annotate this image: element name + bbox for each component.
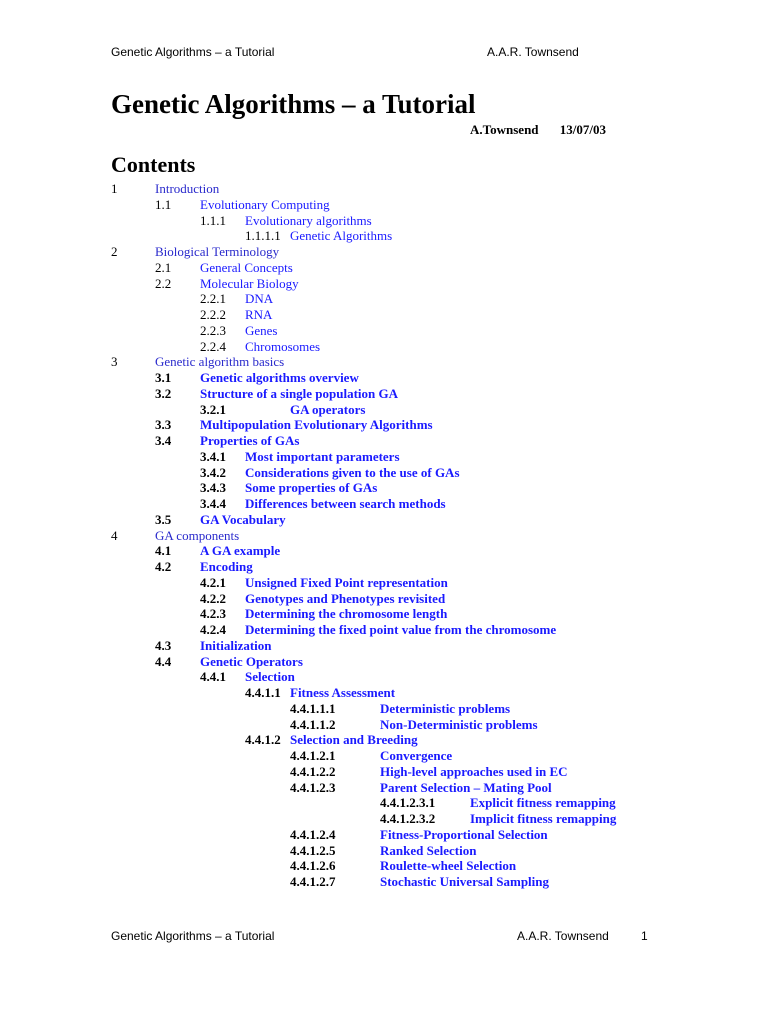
toc-number: 4.4.1.1 <box>245 685 281 700</box>
toc-entry[interactable] <box>0 401 366 418</box>
document-date: 13/07/03 <box>559 122 607 137</box>
page-number: 1 <box>641 929 648 943</box>
toc-entry[interactable] <box>0 559 253 575</box>
toc-link[interactable]: Evolutionary algorithms <box>245 212 372 228</box>
toc-link[interactable]: Some properties of GAs <box>245 480 378 496</box>
toc-link[interactable]: Roulette-wheel Selection <box>380 858 517 874</box>
toc-link[interactable]: Chromosomes <box>245 338 321 354</box>
toc-number: 3.4.3 <box>200 480 226 496</box>
toc-number: 1.1.1.1 <box>245 228 281 244</box>
toc-entry[interactable] <box>0 480 378 496</box>
toc-link[interactable]: Explicit fitness remapping <box>470 795 616 811</box>
toc-number: 1.1.1 <box>200 212 226 228</box>
toc-entry[interactable] <box>0 543 281 559</box>
toc-number: 1.1 <box>155 196 172 212</box>
toc-number: 3.2 <box>155 385 172 401</box>
toc-entry[interactable] <box>0 685 396 701</box>
toc-link[interactable]: Unsigned Fixed Point representation <box>245 574 448 590</box>
toc-entry[interactable] <box>0 590 446 607</box>
toc-link[interactable]: Convergence <box>380 748 453 763</box>
toc-entry[interactable] <box>0 322 278 339</box>
toc-number: 4.4.1.1.2 <box>290 716 336 732</box>
toc-entry[interactable] <box>0 496 446 512</box>
toc-entry[interactable] <box>0 842 477 859</box>
toc-entry[interactable] <box>0 716 538 733</box>
toc-link[interactable]: Implicit fitness remapping <box>470 811 617 826</box>
toc-entry[interactable] <box>0 464 460 481</box>
toc-number: 4.2.2 <box>200 590 226 606</box>
toc-link[interactable]: Genes <box>245 322 278 338</box>
toc-entry[interactable] <box>0 763 568 780</box>
toc-number: 4.2.4 <box>200 622 226 637</box>
toc-entry[interactable] <box>0 622 557 638</box>
toc-number: 4.4.1.1.1 <box>290 700 336 716</box>
toc-link[interactable]: Initialization <box>200 637 272 653</box>
toc-link[interactable]: GA components <box>155 527 240 543</box>
page-header-author: A.A.R. Townsend <box>487 45 579 59</box>
toc-link[interactable]: Introduction <box>155 181 220 196</box>
author-date <box>470 122 606 138</box>
toc-link[interactable]: GA Vocabulary <box>200 511 286 527</box>
toc-entry[interactable] <box>0 653 303 670</box>
toc-number: 4.4.1.2.1 <box>290 748 336 763</box>
toc-entry[interactable] <box>0 779 552 796</box>
toc-number: 4.2.3 <box>200 606 226 622</box>
toc-entry[interactable] <box>0 417 433 433</box>
toc-link[interactable]: DNA <box>245 291 274 307</box>
toc-number: 4.4.1.2.6 <box>290 858 336 874</box>
toc-number: 4.4.1.2.2 <box>290 763 336 779</box>
toc-entry[interactable] <box>0 291 274 307</box>
toc-link[interactable]: Selection <box>245 669 295 685</box>
toc-number: 2.1 <box>155 259 172 275</box>
toc-link[interactable]: Genetic algorithm basics <box>155 354 285 370</box>
toc-number: 4.4.1.2.3.1 <box>380 795 436 811</box>
author-name: A.Townsend <box>470 122 539 137</box>
toc-link[interactable]: Selection and Breeding <box>290 732 418 748</box>
toc-number: 3.4.1 <box>200 448 226 464</box>
toc-number: 4.4.1.2.4 <box>290 826 336 842</box>
toc-link[interactable]: Considerations given to the use of GAs <box>245 464 460 480</box>
toc-number: 4.4.1 <box>200 669 226 685</box>
toc-link[interactable]: Fitness Assessment <box>290 685 396 700</box>
toc-link[interactable]: Fitness-Proportional Selection <box>380 826 548 842</box>
toc-number: 1 <box>111 181 118 196</box>
toc-link[interactable]: Structure of a single population GA <box>200 385 399 401</box>
toc-number: 3 <box>111 354 118 370</box>
toc-entry[interactable] <box>0 795 616 811</box>
toc-link[interactable]: Determining the chromosome length <box>245 606 448 622</box>
toc-number: 2.2 <box>155 275 172 291</box>
page-footer-author: A.A.R. Townsend <box>517 929 609 943</box>
toc-number: 4.4.1.2 <box>245 732 281 748</box>
toc-entry[interactable] <box>0 196 330 213</box>
toc-number: 3.3 <box>155 417 172 433</box>
toc-number: 4.4 <box>155 653 172 669</box>
toc-number: 4.3 <box>155 637 172 653</box>
toc-entry[interactable] <box>0 212 372 229</box>
toc-entry[interactable] <box>0 307 273 323</box>
toc-link[interactable]: Genetic Algorithms <box>290 228 393 244</box>
toc-number: 3.4.2 <box>200 464 226 480</box>
toc-entry[interactable] <box>0 700 511 717</box>
toc-entry[interactable] <box>0 228 393 244</box>
toc-entry[interactable] <box>0 511 286 528</box>
toc-number: 4.4.1.2.5 <box>290 842 336 858</box>
toc-entry[interactable] <box>0 338 321 355</box>
toc-entry[interactable] <box>0 370 359 386</box>
toc-entry[interactable] <box>0 385 399 402</box>
toc-entry[interactable] <box>0 433 300 449</box>
toc-number: 2.2.2 <box>200 307 226 322</box>
toc-entry[interactable] <box>0 574 448 591</box>
toc-link[interactable]: Most important parameters <box>245 448 400 464</box>
page-header-title: Genetic Algorithms – a Tutorial <box>111 45 275 59</box>
toc-number: 4.4.1.2.3.2 <box>380 811 436 826</box>
toc-link[interactable]: Encoding <box>200 559 253 574</box>
toc-link[interactable]: Stochastic Universal Sampling <box>380 874 550 889</box>
toc-number: 4.1 <box>155 543 172 559</box>
toc-entry[interactable] <box>0 874 550 890</box>
toc-entry[interactable] <box>0 244 280 260</box>
toc-entry[interactable] <box>0 858 517 874</box>
toc-number: 3.2.1 <box>200 401 226 417</box>
toc-link[interactable]: Molecular Biology <box>200 275 299 291</box>
toc-number: 2.2.3 <box>200 322 226 338</box>
toc-link[interactable]: Biological Terminology <box>155 244 280 259</box>
toc-link[interactable]: Non-Deterministic problems <box>380 716 538 732</box>
toc-entry[interactable] <box>0 637 272 654</box>
toc-link[interactable]: General Concepts <box>200 259 293 275</box>
page-footer-title: Genetic Algorithms – a Tutorial <box>111 929 275 943</box>
toc-entry[interactable] <box>0 811 617 827</box>
toc-link[interactable]: Determining the fixed point value from the chromosome <box>245 622 557 637</box>
toc-entry[interactable] <box>0 748 453 764</box>
toc-link[interactable]: Genetic algorithms overview <box>200 370 359 385</box>
document-title: Genetic Algorithms – a Tutorial <box>111 89 476 119</box>
toc-entry[interactable] <box>0 181 220 197</box>
toc-entry[interactable] <box>0 275 299 292</box>
toc-number: 3.5 <box>155 511 172 527</box>
toc-number: 3.4.4 <box>200 496 226 511</box>
toc-link[interactable]: Parent Selection – Mating Pool <box>380 779 552 795</box>
toc-entry[interactable] <box>0 732 418 748</box>
toc-number: 2.2.4 <box>200 338 226 354</box>
toc-link[interactable]: Evolutionary Computing <box>200 196 330 212</box>
toc-link[interactable]: Genotypes and Phenotypes revisited <box>245 590 446 606</box>
toc-link[interactable]: A GA example <box>200 543 281 559</box>
toc-number: 4.2.1 <box>200 574 226 590</box>
toc-link[interactable]: Deterministic problems <box>380 700 511 716</box>
toc-entry[interactable] <box>0 354 285 370</box>
toc-number: 2 <box>111 244 118 259</box>
toc-link[interactable]: RNA <box>245 307 273 322</box>
toc-number: 4.2 <box>155 559 172 574</box>
toc-entry[interactable] <box>0 259 293 276</box>
toc-link[interactable]: GA operators <box>290 401 366 417</box>
toc-number: 3.1 <box>155 370 172 385</box>
toc-entry[interactable] <box>0 527 240 544</box>
toc-entry[interactable] <box>0 669 295 685</box>
toc-number: 4.4.1.2.7 <box>290 874 336 889</box>
toc-number: 4.4.1.2.3 <box>290 779 336 795</box>
toc-number: 3.4 <box>155 433 172 448</box>
toc-link[interactable]: Differences between search methods <box>245 496 446 511</box>
toc-number: 4 <box>111 527 118 543</box>
toc-entry[interactable] <box>0 826 548 843</box>
toc-entry[interactable] <box>0 606 448 622</box>
contents-heading: Contents <box>111 152 196 177</box>
toc-link[interactable]: Multipopulation Evolutionary Algorithms <box>200 417 433 433</box>
toc-entry[interactable] <box>0 448 400 465</box>
toc-link[interactable]: Properties of GAs <box>200 433 300 448</box>
toc-link[interactable]: Ranked Selection <box>380 842 477 858</box>
toc-number: 2.2.1 <box>200 291 226 307</box>
toc-link[interactable]: High-level approaches used in EC <box>380 763 568 779</box>
toc-link[interactable]: Genetic Operators <box>200 653 303 669</box>
